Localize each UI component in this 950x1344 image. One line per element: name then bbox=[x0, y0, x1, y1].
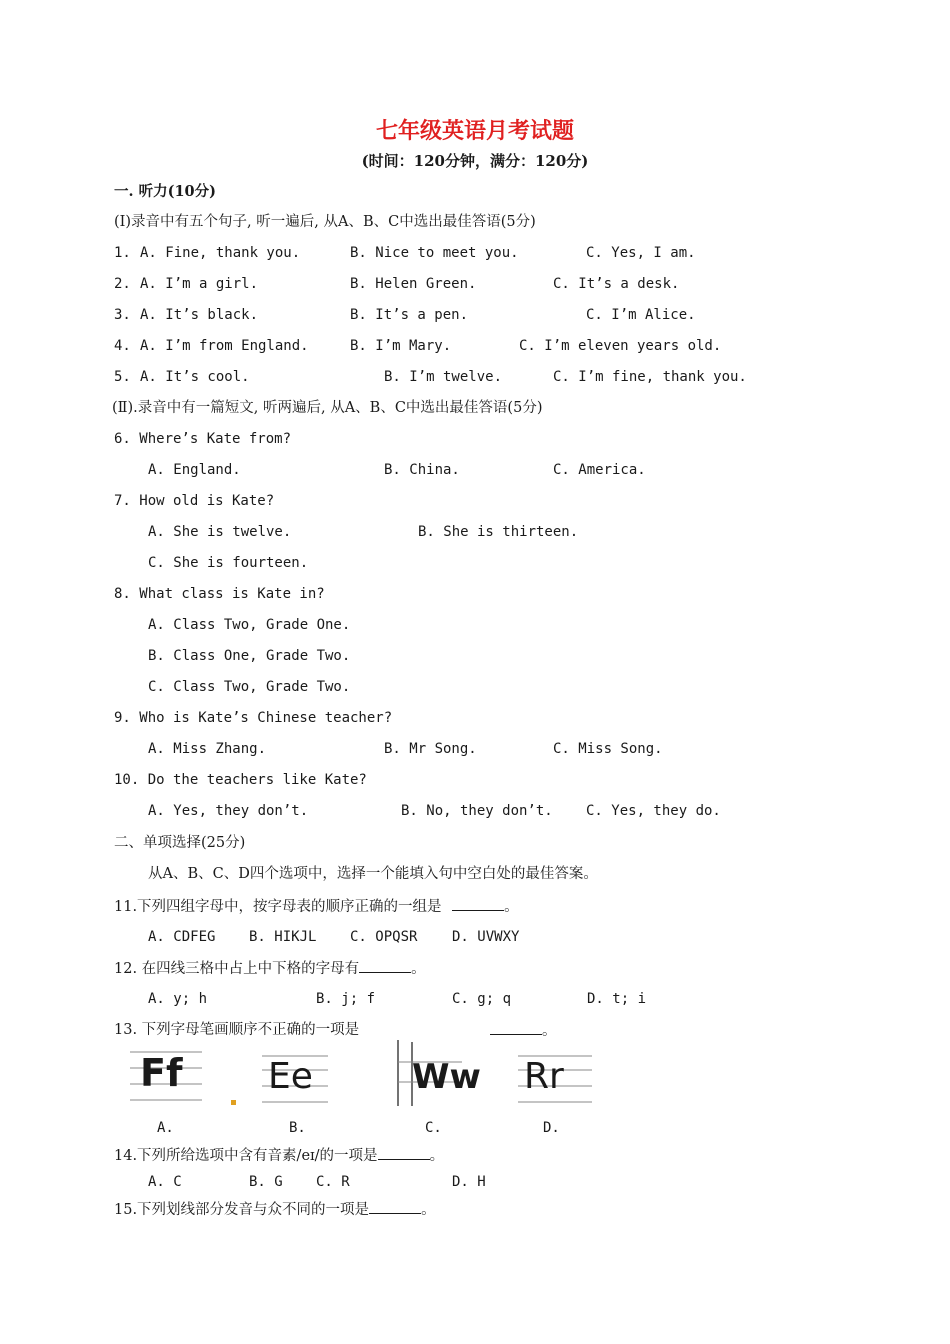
answer-blank bbox=[369, 1199, 421, 1214]
q5-option-a: A. It’s cool. bbox=[140, 369, 250, 385]
q7-option-b: B. She is thirteen. bbox=[418, 524, 579, 540]
q12-option-a: A. y; h bbox=[148, 991, 208, 1007]
q5-option-b: B. I’m twelve. bbox=[384, 369, 503, 385]
q3-num: 3. bbox=[114, 307, 131, 323]
letter-image-d bbox=[518, 1050, 592, 1108]
q15-stem: 15.下列划线部分发音与众不同的一项是 bbox=[114, 1202, 370, 1218]
q13-stem: 13. 下列字母笔画顺序不正确的一项是 bbox=[114, 1022, 360, 1038]
q14-period: 。 bbox=[429, 1148, 445, 1164]
answer-blank bbox=[359, 958, 411, 973]
answer-blank bbox=[452, 896, 504, 911]
q7-option-c: C. She is fourteen. bbox=[148, 555, 309, 571]
q4-option-b: B. I’m Mary. bbox=[350, 338, 452, 354]
q10-option-b: B. No, they don’t. bbox=[401, 803, 553, 819]
letter-glyph: Ee bbox=[268, 1056, 313, 1097]
q13-period: 。 bbox=[542, 1023, 557, 1039]
q3-option-b: B. It’s a pen. bbox=[350, 307, 469, 323]
q6-stem: 6. Where’s Kate from? bbox=[114, 431, 292, 447]
q7-stem: 7. How old is Kate? bbox=[114, 493, 275, 509]
q10-option-c: C. Yes, they do. bbox=[586, 803, 721, 819]
section2-heading: 二、单项选择(25分) bbox=[114, 835, 246, 851]
letter-image-b bbox=[262, 1050, 328, 1108]
q4-num: 4. bbox=[114, 338, 131, 354]
q6-option-c: C. America. bbox=[553, 462, 646, 478]
q14-option-a: A. C bbox=[148, 1174, 182, 1190]
q2-option-c: C. It’s a desk. bbox=[553, 276, 680, 292]
letter-glyph: Ff bbox=[140, 1051, 183, 1095]
q11-option-d: D. UVWXY bbox=[452, 929, 520, 945]
q6-option-b: B. China. bbox=[384, 462, 460, 478]
q12-option-c: C. g; q bbox=[452, 991, 512, 1007]
q2-num: 2. bbox=[114, 276, 131, 292]
q14-option-c: C. R bbox=[316, 1174, 350, 1190]
q5-option-c: C. I’m fine, thank you. bbox=[553, 369, 747, 385]
q8-option-c: C. Class Two, Grade Two. bbox=[148, 679, 351, 695]
q8-option-a: A. Class Two, Grade One. bbox=[148, 617, 351, 633]
q12-option-b: B. j; f bbox=[316, 991, 376, 1007]
section2-instructions: 从A、B、C、D四个选项中，选择一个能填入句中空白处的最佳答案。 bbox=[148, 866, 598, 882]
q14-line bbox=[114, 1145, 444, 1166]
q11-line bbox=[114, 896, 519, 917]
letter-image-a bbox=[130, 1046, 202, 1108]
q4-option-c: C. I’m eleven years old. bbox=[519, 338, 722, 354]
q13-label-b: B. bbox=[289, 1120, 306, 1136]
decorative-dot bbox=[231, 1100, 236, 1105]
q15-line bbox=[114, 1199, 436, 1220]
q14-option-b: B. G bbox=[249, 1174, 283, 1190]
q13-label-d: D. bbox=[543, 1120, 560, 1136]
q13-label-c: C. bbox=[425, 1120, 442, 1136]
q11-stem: 11.下列四组字母中，按字母表的顺序正确的一组是 bbox=[114, 899, 442, 915]
q1-option-b: B. Nice to meet you. bbox=[350, 245, 519, 261]
q6-option-a: A. England. bbox=[148, 462, 241, 478]
letter-image-c bbox=[398, 1038, 481, 1108]
q10-option-a: A. Yes, they don’t. bbox=[148, 803, 309, 819]
q9-option-b: B. Mr Song. bbox=[384, 741, 477, 757]
q14-option-d: D. H bbox=[452, 1174, 486, 1190]
page-title: 七年级英语月考试题 bbox=[375, 118, 574, 144]
q3-option-a: A. It’s black. bbox=[140, 307, 259, 323]
q4-option-a: A. I’m from England. bbox=[140, 338, 309, 354]
q11-option-a: A. CDFEG bbox=[148, 929, 216, 945]
q2-option-b: B. Helen Green. bbox=[350, 276, 477, 292]
q1-num: 1. bbox=[114, 245, 131, 261]
part2-instructions: (Ⅱ).录音中有一篇短文, 听两遍后, 从A、B、C中选出最佳答语(5分) bbox=[112, 400, 543, 416]
letter-glyph: Ww bbox=[412, 1057, 481, 1097]
q1-option-a: A. Fine, thank you. bbox=[140, 245, 301, 261]
page-subtitle: (时间：120分钟，满分：120分) bbox=[361, 152, 589, 170]
q12-period: 。 bbox=[411, 961, 426, 977]
q13-blank-line bbox=[490, 1020, 557, 1041]
letter-glyph: Rr bbox=[524, 1056, 564, 1097]
q7-option-a: A. She is twelve. bbox=[148, 524, 292, 540]
q11-option-b: B. HIKJL bbox=[249, 929, 317, 945]
q11-period: 。 bbox=[504, 899, 519, 915]
q1-option-c: C. Yes, I am. bbox=[586, 245, 696, 261]
q9-stem: 9. Who is Kate’s Chinese teacher? bbox=[114, 710, 393, 726]
q12-stem: 12. 在四线三格中占上中下格的字母有 bbox=[114, 961, 360, 977]
q12-line bbox=[114, 958, 426, 979]
q11-option-c: C. OPQSR bbox=[350, 929, 418, 945]
q9-option-a: A. Miss Zhang. bbox=[148, 741, 267, 757]
q14-stem: 14.下列所给选项中含有音素/eɪ/的一项是 bbox=[114, 1148, 378, 1164]
answer-blank bbox=[378, 1145, 430, 1160]
q5-num: 5. bbox=[114, 369, 131, 385]
q12-option-d: D. t; i bbox=[587, 991, 647, 1007]
q9-option-c: C. Miss Song. bbox=[553, 741, 663, 757]
answer-blank bbox=[490, 1020, 542, 1035]
q15-period: 。 bbox=[421, 1202, 436, 1218]
q8-stem: 8. What class is Kate in? bbox=[114, 586, 325, 602]
q10-stem: 10. Do the teachers like Kate? bbox=[114, 772, 367, 788]
part1-instructions: (Ⅰ)录音中有五个句子, 听一遍后, 从A、B、C中选出最佳答语(5分) bbox=[114, 214, 536, 230]
q8-option-b: B. Class One, Grade Two. bbox=[148, 648, 351, 664]
q2-option-a: A. I’m a girl. bbox=[140, 276, 259, 292]
q13-label-a: A. bbox=[157, 1120, 174, 1136]
section1-heading: 一. 听力(10分) bbox=[114, 183, 216, 200]
q3-option-c: C. I’m Alice. bbox=[586, 307, 696, 323]
